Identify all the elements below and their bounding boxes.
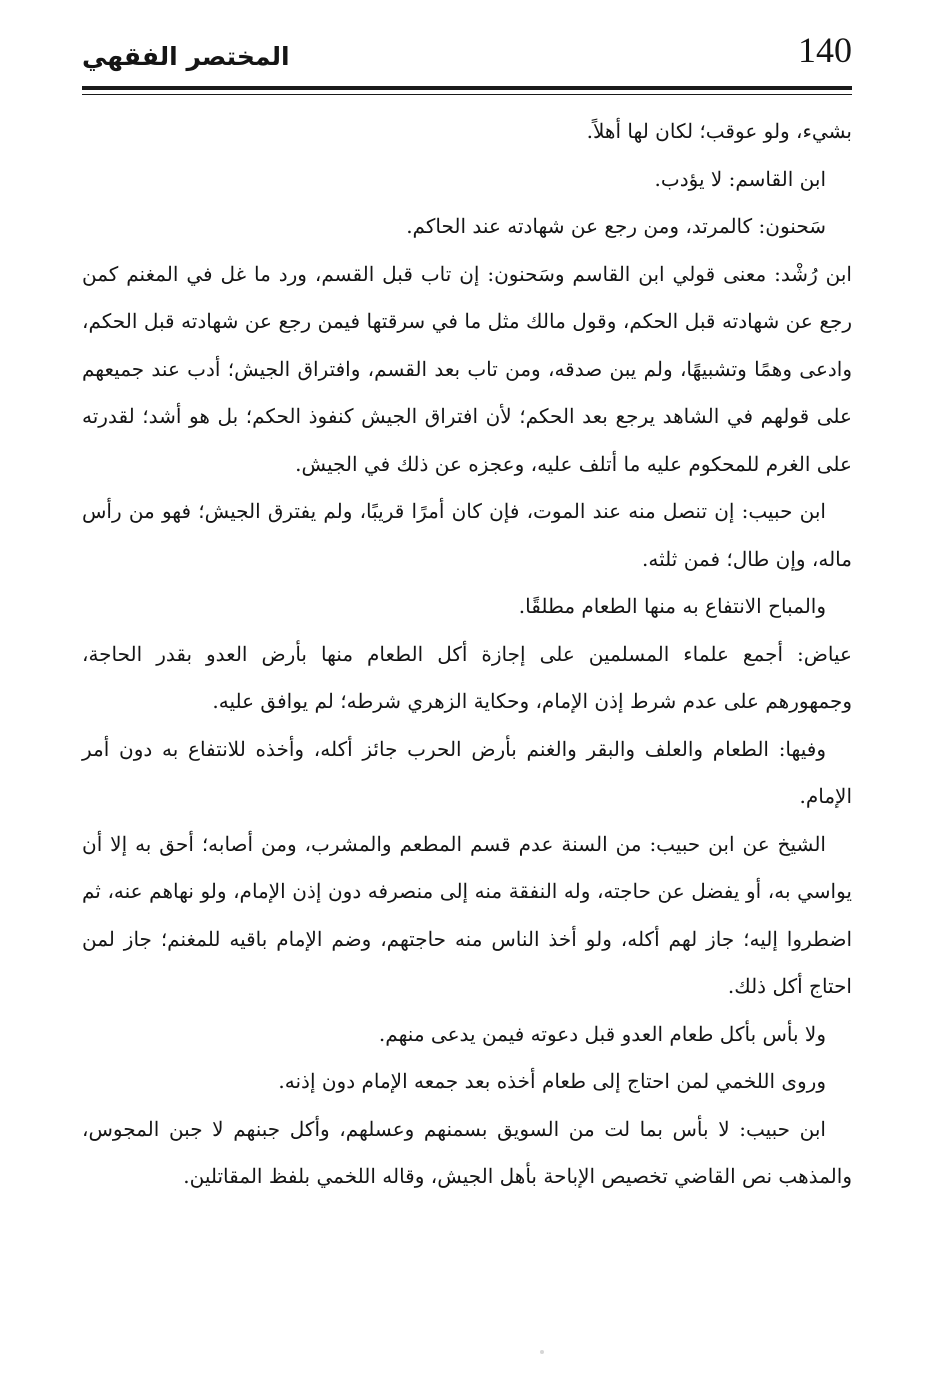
scan-speck — [540, 1350, 544, 1354]
paragraph: وفيها: الطعام والعلف والبقر والغنم بأرض الحرب جائز أكله، وأخذه للانتفاع به دون أمر الإمام. — [82, 736, 852, 808]
book-title: المختصر الفقهي — [82, 42, 290, 71]
paragraph: ابن القاسم: لا يؤدب. — [654, 166, 826, 191]
page-header — [82, 28, 852, 86]
header-rule-thick — [82, 86, 852, 90]
paragraph: سَحنون: كالمرتد، ومن رجع عن شهادته عند الحاكم. — [406, 214, 826, 238]
paragraph: عياض: أجمع علماء المسلمين على إجازة أكل الطعام منها بأرض العدو بقدر الحاجة، وجمهورهم على عدم شرط إذن الإمام، وحكاية الزهري شرطه؛ لم يوافق عليه. — [82, 641, 852, 713]
paragraph: ابن حبيب: إن تنصل منه عند الموت، فإن كان أمرًا قريبًا، ولم يفترق الجيش؛ فهو من رأس ماله، وإن طال؛ فمن ثلثه. — [82, 499, 852, 571]
paragraph: ابن رُشْد: معنى قولي ابن القاسم وسَحنون: إن تاب قبل القسم، ورد ما غل في المغنم كمن رجع عن شهادته قبل الحكم، وقول مالك مثل ما في سرقتها فيمن رجع عن شهادته قبل الحكم، وادعى وهمًا وتشبيهًا، ولم يبن صدقه، ومن تاب بعد القسم، وافتراق الجيش؛ أدب عند جميعهم على قولهم في الشاهد يرجع بعد الحكم؛ لأن افتراق الجيش كنفوذ الحكم؛ بل هو أشد؛ لقدرته على الغرم للمحكوم عليه ما أتلف عليه، وعجزه عن ذلك في الجيش. — [82, 261, 852, 476]
paragraph: والمباح الانتفاع به منها الطعام مطلقًا. — [518, 594, 826, 618]
body-text — [82, 108, 852, 1201]
paragraph: وروى اللخمي لمن احتاج إلى طعام أخذه بعد جمعه الإمام دون إذنه. — [278, 1069, 826, 1093]
paragraph: الشيخ عن ابن حبيب: من السنة عدم قسم المطعم والمشرب، ومن أصابه؛ أحق به إلا أن يواسي به، أو يفضل عن حاجته، وله النفقة منه إلى منصرفه دون إذن الإمام، ولو نهاهم عنه، ثم اضطروا إليه؛ جاز لهم أكله، ولو أخذ الناس منه حاجتهم، وضم الإمام باقيه للمغنم؛ جاز لمن احتاج أكل ذلك. — [82, 831, 852, 998]
paragraph: ابن حبيب: لا بأس بما لت من السويق بسمنهم وعسلهم، وأكل جبنهم لا جبن المجوس، والمذهب نص القاضي تخصيص الإباحة بأهل الجيش، وقاله اللخمي بلفظ المقاتلين. — [82, 1116, 852, 1188]
header-rule-thin — [82, 94, 852, 95]
paragraph: بشيء، ولو عوقب؛ لكان لها أهلاً. — [586, 119, 852, 143]
page-number: 140 — [798, 30, 852, 70]
paragraph: ولا بأس بأكل طعام العدو قبل دعوته فيمن يدعى منهم. — [378, 1021, 826, 1046]
